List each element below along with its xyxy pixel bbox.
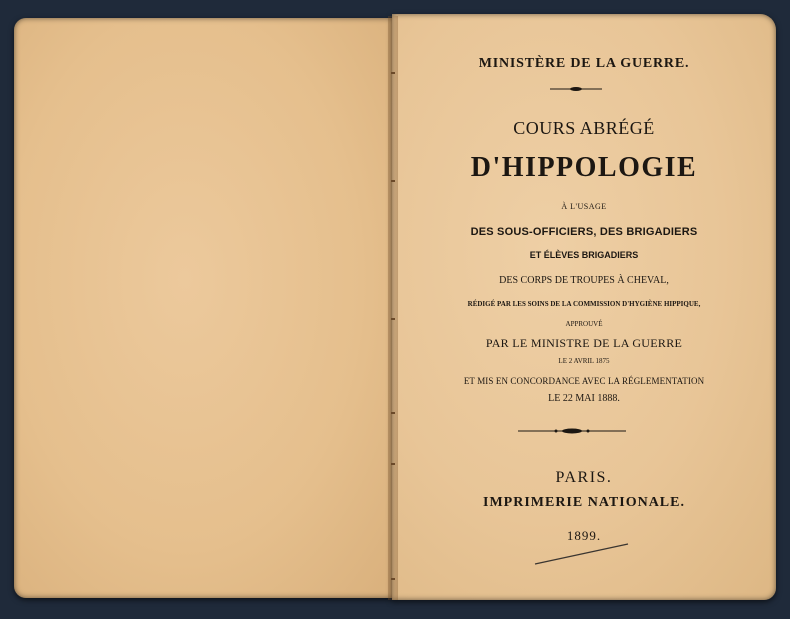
printer: IMPRIMERIE NATIONALE. bbox=[483, 495, 685, 510]
book-gutter bbox=[388, 16, 398, 600]
date-1875: LE 2 AVRIL 1875 bbox=[558, 357, 610, 365]
year: 1899. bbox=[566, 528, 602, 543]
audience-line-2: ET ÉLÈVES BRIGADIERS bbox=[529, 250, 639, 260]
redige-line: RÉDIGÉ PAR LES SOINS DE LA COMMISSION D'HYGIÈNE HIPPIQUE, bbox=[467, 300, 701, 308]
corps-line: DES CORPS DE TROUPES À CHEVAL, bbox=[499, 275, 669, 286]
ornament-rule-icon bbox=[548, 85, 604, 93]
title-line-2: D'HIPPOLOGIE bbox=[470, 152, 698, 183]
concordance-line: ET MIS EN CONCORDANCE AVEC LA RÉGLEMENTATION bbox=[463, 376, 705, 386]
usage-line: À L'USAGE bbox=[561, 202, 607, 211]
ornament-rule-long-icon bbox=[516, 426, 628, 436]
left-blank-page bbox=[14, 18, 394, 598]
title-line-1: COURS ABRÉGÉ bbox=[513, 118, 655, 138]
binding-stitch bbox=[391, 578, 395, 580]
pen-mark-icon bbox=[532, 540, 632, 570]
date-1888: LE 22 MAI 1888. bbox=[548, 393, 620, 404]
binding-stitch bbox=[391, 412, 395, 414]
par-ministre-line: PAR LE MINISTRE DE LA GUERRE bbox=[485, 336, 683, 350]
ministry-heading: MINISTÈRE DE LA GUERRE. bbox=[478, 56, 690, 71]
binding-stitch bbox=[391, 463, 395, 465]
city: PARIS. bbox=[555, 469, 613, 486]
approuve-line: APPROUVÉ bbox=[565, 320, 603, 328]
binding-stitch bbox=[391, 72, 395, 74]
audience-line-1: DES SOUS-OFFICIERS, DES BRIGADIERS bbox=[470, 226, 698, 238]
